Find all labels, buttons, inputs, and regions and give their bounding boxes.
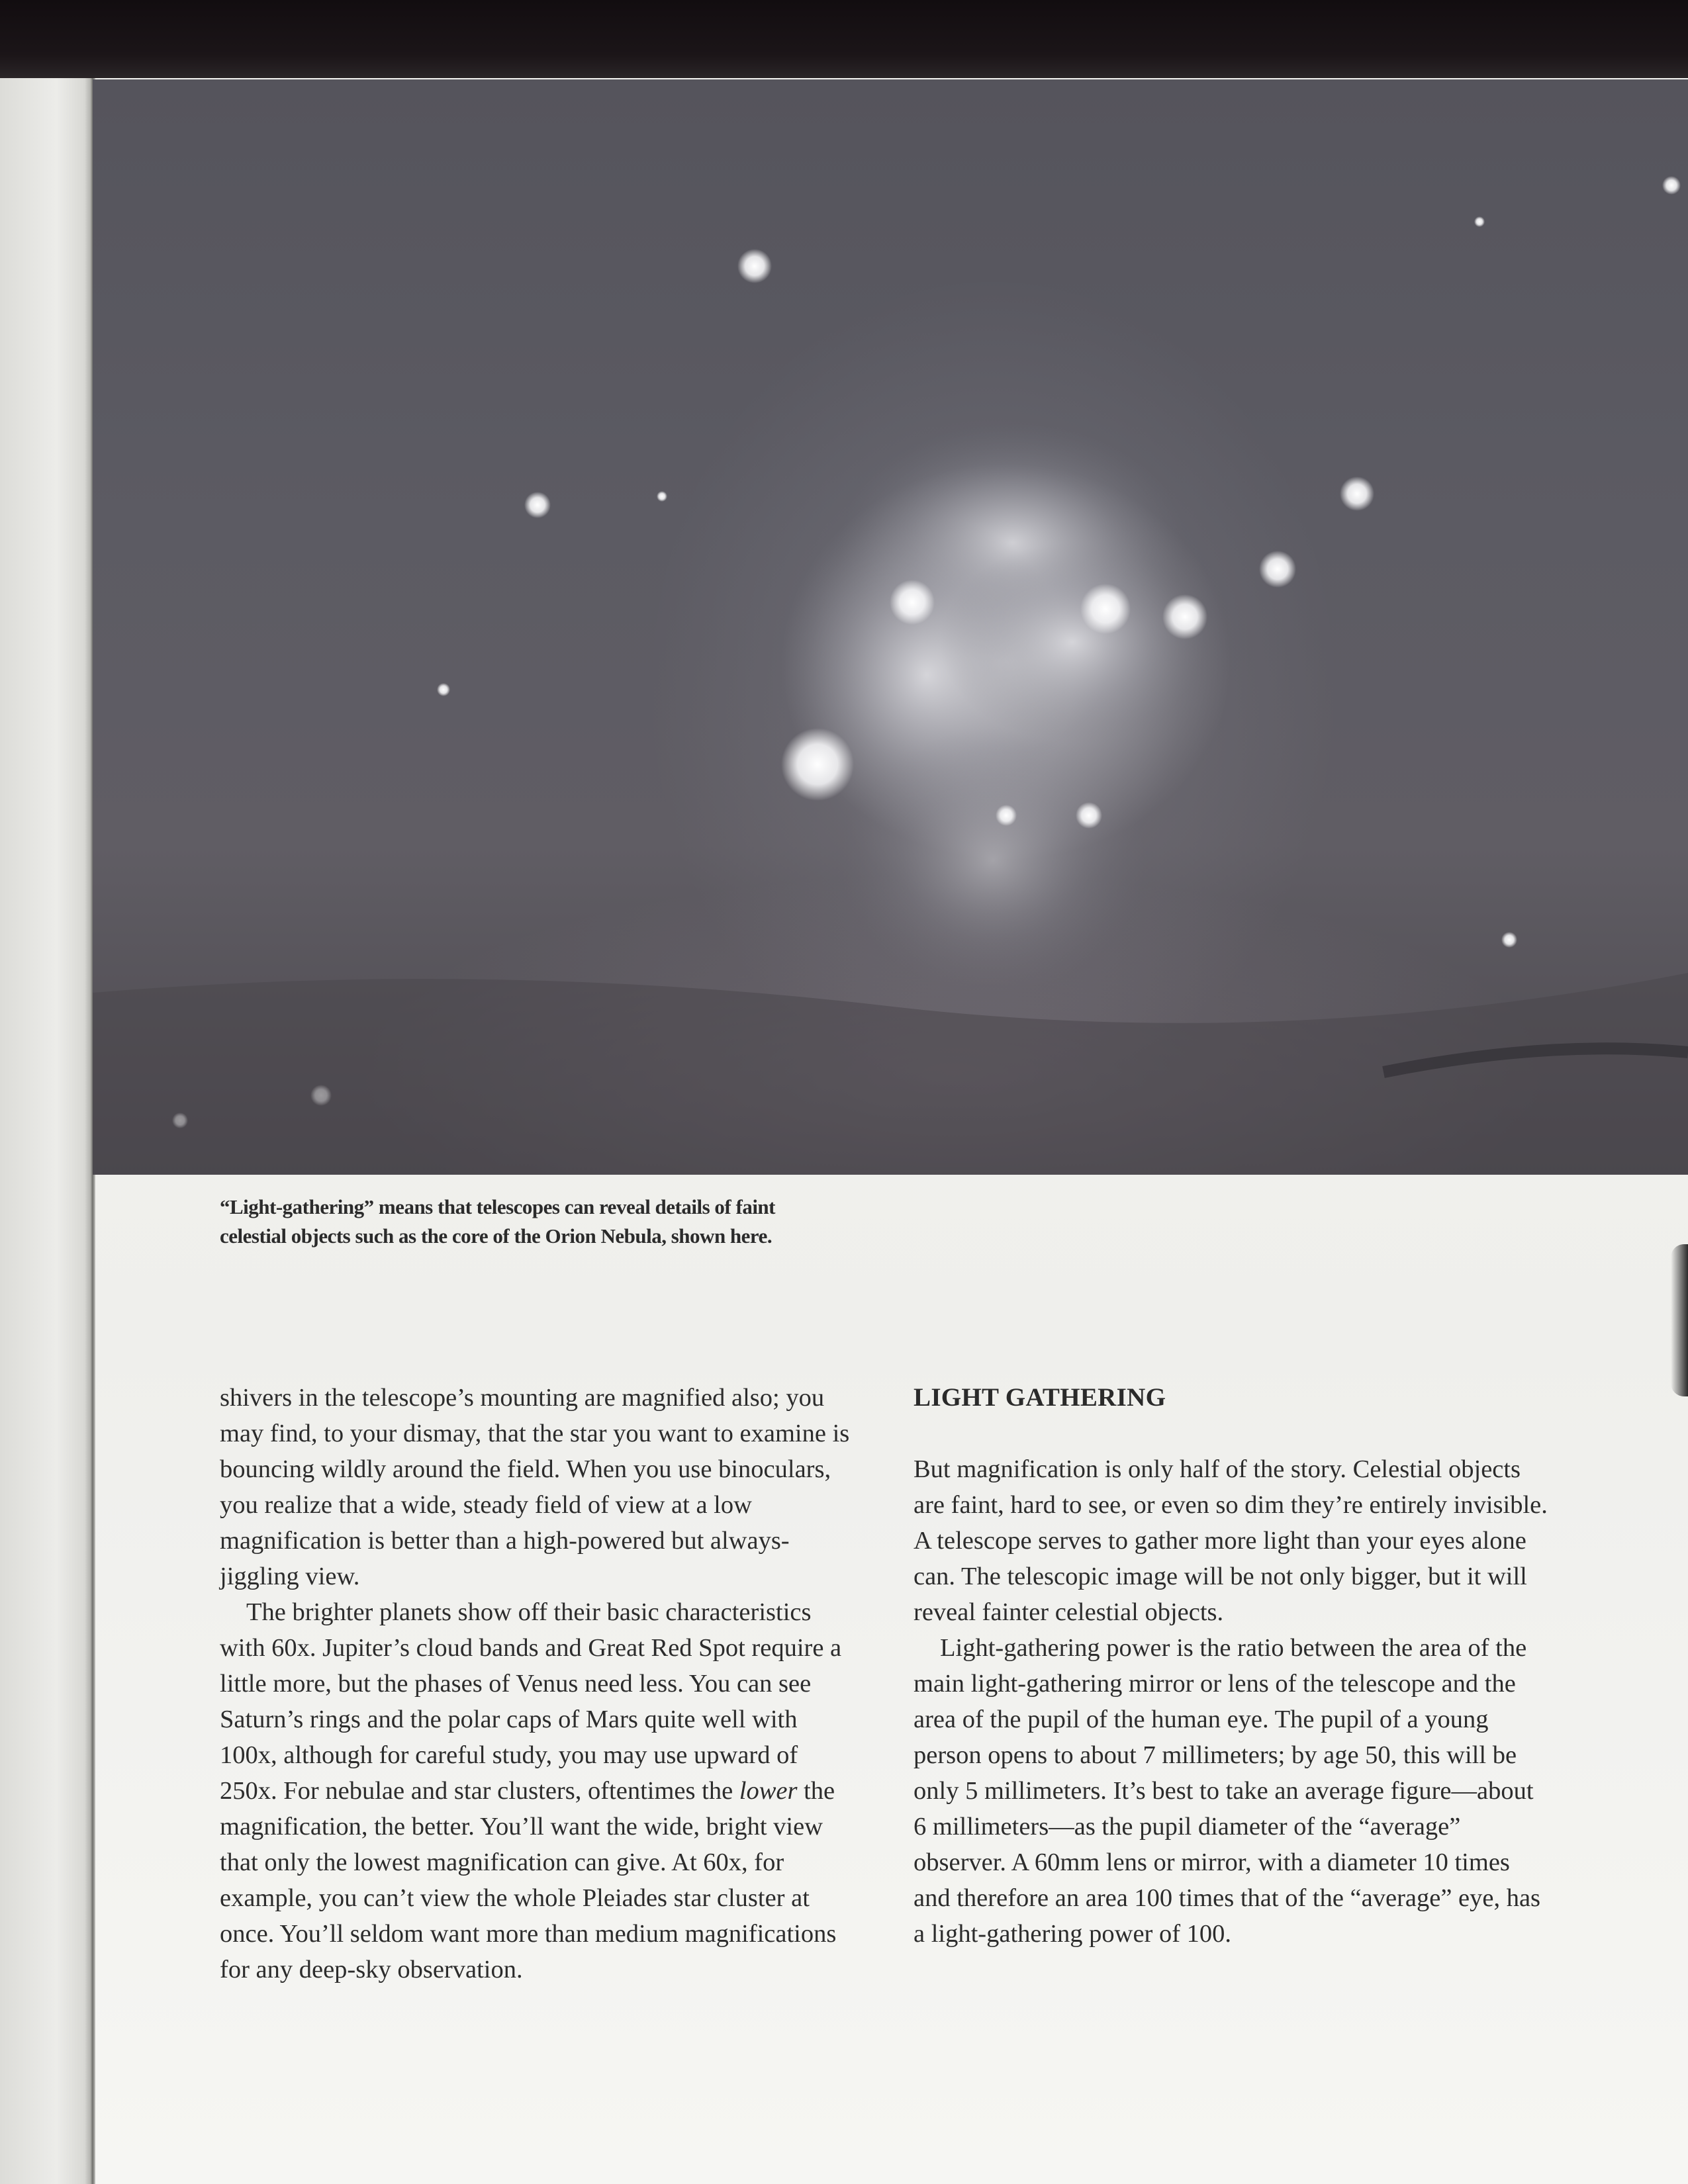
caption-line-1: “Light-gathering” means that telescopes can reveal details of faint [220, 1195, 775, 1218]
star [1076, 802, 1102, 829]
bright-star [1162, 594, 1207, 639]
trapezium-star [890, 580, 935, 625]
facing-page-edge [0, 78, 94, 2184]
star [737, 249, 772, 283]
left-text-column [220, 1380, 855, 1987]
emphasis-text: lower [739, 1777, 798, 1805]
nebula-illustration [93, 79, 1688, 1175]
paragraph: shivers in the telescope’s mounting are magnified also; you may find, to your dismay, that the star you want to examine is bouncing wildly around the field. When you use binoculars, you realize that a wide, steady field of view at a low magnification is better than a high-powered but always-jiggling view. [220, 1384, 850, 1590]
paragraph [220, 1594, 855, 1987]
star [657, 491, 667, 502]
orion-nebula-photo [93, 79, 1688, 1175]
star [524, 492, 551, 518]
photo-caption [220, 1193, 882, 1251]
nebula-wisp-right [940, 543, 1205, 741]
paragraph-text: The brighter planets show off their basic characteristics with 60x. Jupiter’s cloud bands and Great Red Spot require a little more, but the phases of Venus need less. You can see Saturn’s rings and the polar caps of Mars quite well with 100x, although for careful study, you may use upward of 250x. For nebulae and star clusters, oftentimes the [220, 1598, 842, 1805]
star [437, 683, 450, 696]
paragraph: Light-gathering power is the ratio between the area of the main light-gathering mirror or lens of the telescope and the area of the pupil of the human eye. The pupil of a young person opens to about 7 millimeters; by age 50, this will be only 5 millimeters. It’s best to take an average figure—about 6 millimeters—as the pupil diameter of the “average” observer. A 60mm lens or mirror, with a diameter 10 times and therefore an area 100 times that of the “average” eye, has a light-gathering power of 100. [914, 1634, 1541, 1948]
page-edge-shadow [1671, 1244, 1688, 1396]
nebula-core-star [781, 728, 854, 801]
star [1662, 176, 1681, 195]
paragraph-text: the magnification, the better. You’ll want the wide, bright view that only the lowest magnification can give. At 60x, for example, you can’t view the whole Pleiades star cluster at once. You’ll seldom want more than medium magnifications for any deep-sky observation. [220, 1777, 837, 1983]
dark-dust-band [93, 973, 1688, 1175]
section-heading: LIGHT GATHERING [914, 1383, 1166, 1412]
star [1340, 477, 1374, 511]
star [1474, 216, 1485, 227]
right-text-column [914, 1380, 1549, 1952]
paragraph: But magnification is only half of the story. Celestial objects are faint, hard to see, or even so dim they’re entirely invisible. A telescope serves to gather more light than your eyes alone can. The telescopic image will be not only bigger, but it will reveal fainter celestial objects. [914, 1455, 1548, 1626]
caption-line-2: celestial objects such as the core of the Orion Nebula, shown here. [220, 1224, 773, 1248]
star [996, 805, 1017, 826]
nebula-wisp-lower [841, 728, 1145, 993]
top-dark-strip [0, 0, 1688, 78]
bright-star [1080, 584, 1131, 634]
star [1259, 551, 1296, 588]
star [1501, 932, 1517, 948]
